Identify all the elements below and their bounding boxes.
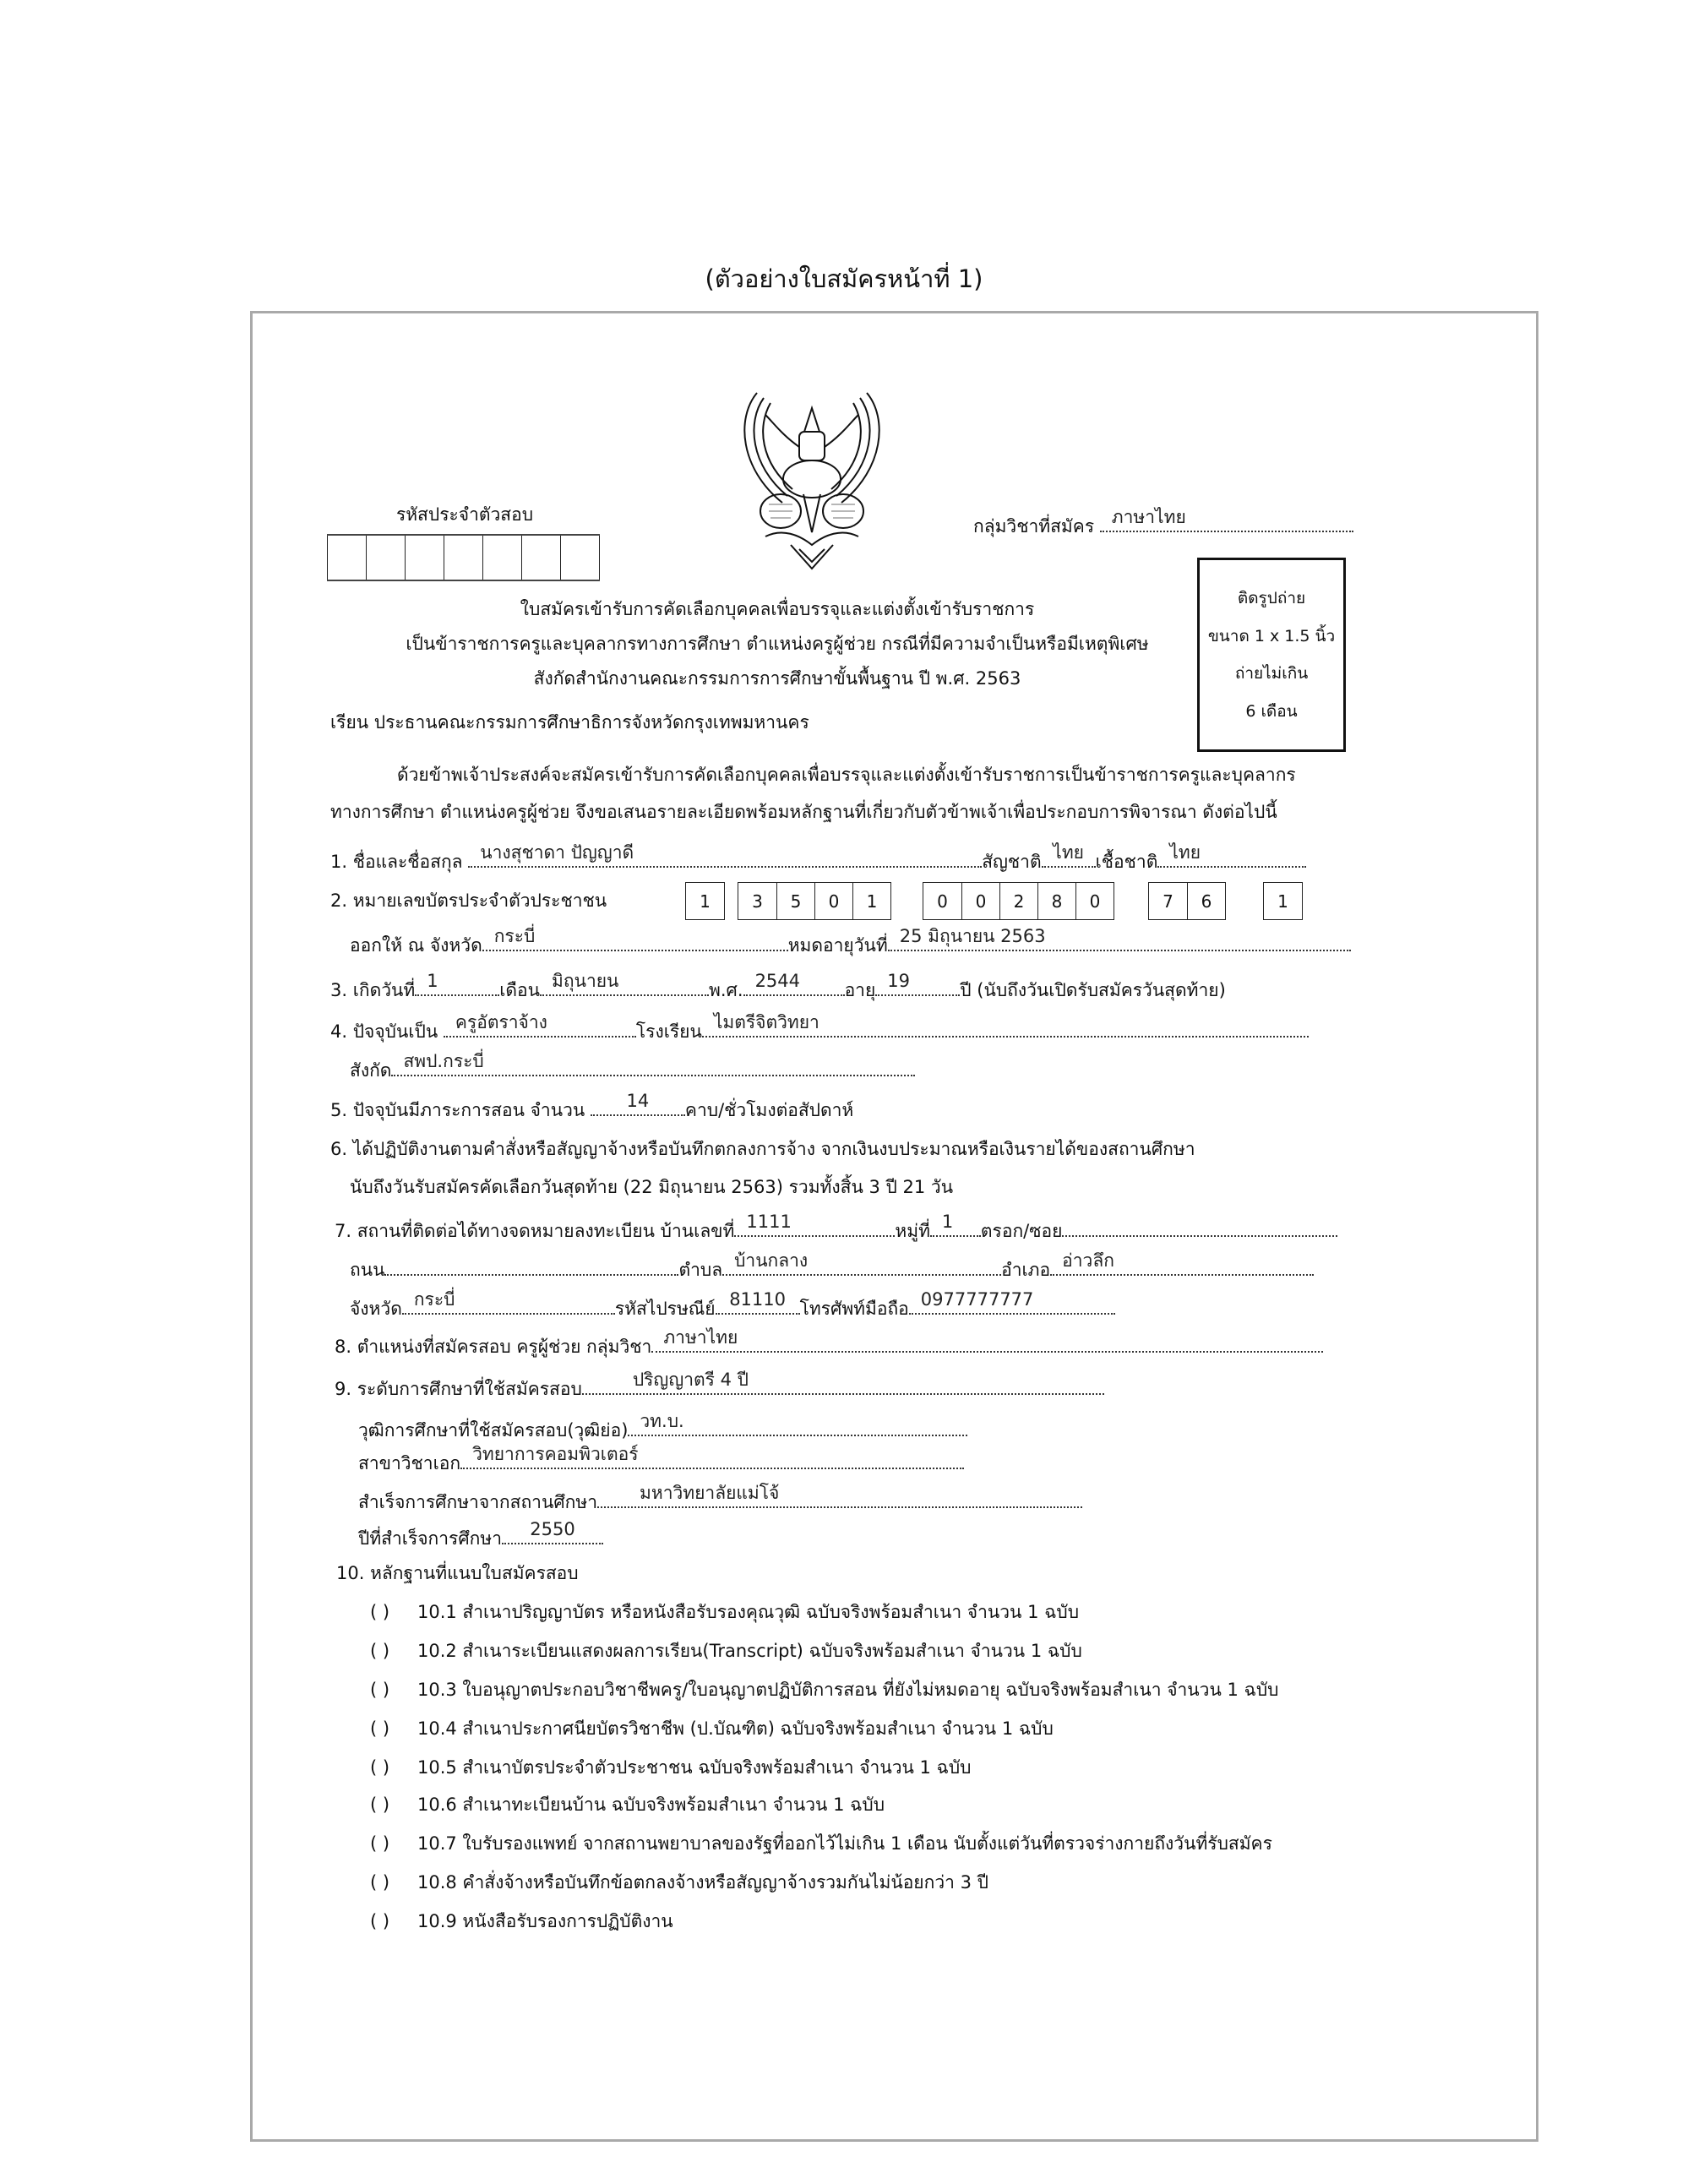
soi-label: ตรอก/ซอย [980,1221,1063,1241]
moo-value: 1 [941,1212,954,1232]
item5-row [330,1091,854,1123]
birth-day-label: 3. เกิดวันที่ [330,980,416,1000]
item2-issue-row [350,926,1351,958]
id-group-4[interactable] [1148,882,1226,920]
exam-code-cell[interactable] [560,536,600,580]
nationality-label: สัญชาติ [982,852,1042,872]
major-row [358,1444,964,1476]
exam-code-cell[interactable] [405,536,444,580]
subdistrict-field[interactable] [722,1250,1001,1276]
document-checkbox[interactable]: ( ) [370,1911,390,1931]
document-label: 10.1 สำเนาปริญญาบัตร หรือหนังสือรับรองคุณวุฒิ ฉบับจริงพร้อมสำเนา จำนวน 1 ฉบับ [417,1602,1080,1622]
exam-code-cell[interactable] [327,536,366,580]
grad-year-row [358,1519,603,1551]
expiry-label: หมดอายุวันที่ [787,935,888,956]
item8-row [335,1327,1323,1359]
district-field[interactable] [1050,1250,1314,1276]
grad-year-value: 2550 [530,1519,575,1539]
institution-field[interactable] [597,1483,1082,1508]
institution-row [358,1483,1082,1515]
current-position-field[interactable] [444,1012,636,1038]
document-label: 10.6 สำเนาทะเบียนบ้าน ฉบับจริงพร้อมสำเนา จำนวน 1 ฉบับ [417,1795,885,1815]
current-position-label: 4. ปัจจุบันเป็น [330,1021,438,1042]
teaching-hours-field[interactable] [591,1091,685,1116]
document-checkbox[interactable]: ( ) [370,1757,390,1778]
form-heading-line-2: เป็นข้าราชการครูและบุคลากรทางการศึกษา ตำแหน่งครูผู้ช่วย กรณีที่มีความจำเป็นหรือมีเหตุพิเศษ [406,634,1149,654]
document-item [370,1638,1082,1664]
nationality-value: ไทย [1053,842,1084,863]
id-digit: 5 [776,883,814,919]
birth-year-field[interactable] [743,971,845,996]
document-item [370,1792,885,1817]
document-item [370,1677,1278,1702]
document-checkbox[interactable]: ( ) [370,1680,390,1700]
institution-value: มหาวิทยาลัยแม่โจ้ [640,1483,780,1503]
id-digit: 1 [700,890,711,912]
house-no-value: 1111 [746,1212,792,1232]
applied-subject-field[interactable] [651,1327,1323,1353]
degree-row [358,1411,967,1443]
applied-position-label: 8. ตำแหน่งที่สมัครสอบ ครูผู้ช่วย กลุ่มวิชา [335,1337,652,1357]
item6-line-2: นับถึงวันรับสมัครคัดเลือกวันสุดท้าย (22 มิถุนายน 2563) รวมทั้งสิ้น 3 ปี 21 วัน [350,1177,954,1197]
garuda-emblem-icon [732,384,892,570]
issued-province-field[interactable] [482,926,788,951]
document-label: 10.7 ใบรับรองแพทย์ จากสถานพยาบาลของรัฐที่ออกไว้ไม่เกิน 1 เดือน นับตั้งแต่วันที่ตรวจร่างกายถึงวันที่รับสมัคร [417,1833,1272,1854]
birth-month-label: เดือน [499,980,541,1000]
photo-box-line: 6 เดือน [1245,701,1298,721]
age-suffix: ปี (นับถึงวันเปิดรับสมัครวันสุดท้าย) [960,980,1226,1000]
photo-box-line: ขนาด 1 x 1.5 นิ้ว [1207,626,1336,645]
applied-subject-value: ภาษาไทย [663,1327,738,1348]
race-label: เชื้อชาติ [1095,852,1158,872]
document-item [370,1831,1272,1856]
intro-line-1: ด้วยข้าพเจ้าประสงค์จะสมัครเข้ารับการคัดเลือกบุคคลเพื่อบรรจุและแต่งตั้งเข้ารับราชการเป็นข้าราชการครูและบุคลากร [397,765,1296,785]
major-label: สาขาวิชาเอก [358,1453,461,1473]
form-heading-line-3: สังกัดสำนักงานคณะกรรมการการศึกษาขั้นพื้นฐาน ปี พ.ศ. 2563 [533,668,1021,689]
subject-group-row [973,507,1353,539]
postcode-value: 81110 [729,1289,786,1310]
subject-group-label: กลุ่มวิชาที่สมัคร [973,516,1095,536]
item9-row [335,1370,1104,1402]
exam-code-cell[interactable] [482,536,521,580]
name-field[interactable] [468,842,982,868]
degree-value: วท.บ. [640,1411,684,1431]
item7-row-2 [350,1250,1314,1283]
item7-row-3 [350,1289,1115,1321]
document-checkbox[interactable]: ( ) [370,1872,390,1893]
name-value: นางสุชาดา ปัญญาดี [480,842,634,863]
phone-field[interactable] [909,1289,1115,1315]
degree-field[interactable] [628,1411,967,1436]
form-heading-line-1: ใบสมัครเข้ารับการคัดเลือกบุคคลเพื่อบรรจุและแต่งตั้งเข้ารับราชการ [520,599,1035,619]
document-label: 10.2 สำเนาระเบียนแสดงผลการเรียน(Transcript) ฉบับจริงพร้อมสำเนา จำนวน 1 ฉบับ [417,1641,1082,1661]
expiry-field[interactable] [888,926,1351,951]
age-value: 19 [887,971,911,991]
item1-row [330,842,1306,874]
birth-month-field[interactable] [540,971,709,996]
subject-group-value: ภาษาไทย [1111,507,1186,527]
teaching-load-label: 5. ปัจจุบันมีภาระการสอน จำนวน [330,1100,585,1120]
document-checkbox[interactable]: ( ) [370,1795,390,1815]
document-label: 10.5 สำเนาบัตรประจำตัวประชาชน ฉบับจริงพร้อมสำเนา จำนวน 1 ฉบับ [417,1757,972,1778]
birth-day-value: 1 [427,971,438,991]
soi-field[interactable] [1062,1215,1337,1237]
degree-label: วุฒิการศึกษาที่ใช้สมัครสอบ(วุฒิย่อ) [358,1420,629,1441]
subject-group-field[interactable] [1100,507,1353,532]
document-checkbox[interactable]: ( ) [370,1641,390,1661]
id-group-2[interactable] [738,882,891,920]
id-digit: 1 [1277,890,1288,912]
item3-row [330,971,1226,1003]
affiliation-value: สพป.กระบี่ [403,1051,484,1071]
id-digit: 0 [937,890,948,912]
id-digit: 3 [752,890,763,912]
document-checkbox[interactable]: ( ) [370,1833,390,1854]
grad-year-field[interactable] [502,1519,603,1544]
affiliation-row [350,1051,915,1083]
house-no-field[interactable] [734,1212,895,1237]
school-field[interactable] [702,1012,1309,1038]
intro-line-2: ทางการศึกษา ตำแหน่งครูผู้ช่วย จึงขอเสนอรายละเอียดพร้อมหลักฐานที่เกี่ยวกับตัวข้าพเจ้าเพื่อประกอบการพิจารณา ดังต่อไปนี้ [330,802,1277,822]
birth-day-field[interactable] [415,971,499,996]
id-digit: 2 [999,883,1037,919]
item6-line-1: 6. ได้ปฏิบัติงานตามคำสั่งหรือสัญญาจ้างหรือบันทึกตกลงการจ้าง จากเงินงบประมาณหรือเงินรายได้ของสถานศึกษา [330,1139,1195,1159]
subdistrict-value: บ้านกลาง [734,1250,809,1271]
road-label: ถนน [350,1260,385,1280]
salutation: เรียน ประธานคณะกรรมการศึกษาธิการจังหวัดกรุงเทพมหานคร [330,712,809,733]
document-checkbox[interactable]: ( ) [370,1602,390,1622]
photo-box-line: ถ่ายไม่เกิน [1234,664,1309,684]
document-label: 10.9 หนังสือรับรองการปฏิบัติงาน [417,1911,673,1931]
document-checkbox[interactable]: ( ) [370,1718,390,1739]
issued-province-value: กระบี่ [493,926,536,946]
item1-label: 1. ชื่อและชื่อสกุล [330,852,463,872]
item10-label: 10. หลักฐานที่แนบใบสมัครสอบ [336,1563,579,1583]
major-field[interactable] [460,1444,964,1469]
expiry-value: 25 มิถุนายน 2563 [899,926,1046,946]
province-label: จังหวัด [350,1299,402,1319]
document-item [370,1870,988,1895]
id-digit: 6 [1187,883,1225,919]
document-label: 10.3 ใบอนุญาตประกอบวิชาชีพครู/ใบอนุญาตปฏิบัติการสอน ที่ยังไม่หมดอายุ ฉบับจริงพร้อมสำเนา จำนวน 1 ฉบับ [417,1680,1279,1700]
grad-year-label: ปีที่สำเร็จการศึกษา [358,1528,503,1549]
address-label: 7. สถานที่ติดต่อได้ทางจดหมายลงทะเบียน บ้านเลขที่ [335,1221,735,1241]
exam-code-cell[interactable] [521,536,560,580]
district-label: อำเภอ [1001,1260,1051,1280]
affiliation-field[interactable] [391,1051,915,1076]
age-field[interactable] [875,971,960,996]
document-label: 10.4 สำเนาประกาศนียบัตรวิชาชีพ (ป.บัณฑิต) ฉบับจริงพร้อมสำเนา จำนวน 1 ฉบับ [417,1718,1054,1739]
id-digit: 0 [814,883,852,919]
exam-code-label: รหัสประจำตัวสอบ [395,504,534,525]
document-label: 10.8 คำสั่งจ้างหรือบันทึกข้อตกลงจ้างหรือสัญญาจ้างรวมกันไม่น้อยกว่า 3 ปี [417,1872,988,1893]
id-group-3[interactable] [923,882,1114,920]
province-field[interactable] [402,1289,615,1315]
education-level-label: 9. ระดับการศึกษาที่ใช้สมัครสอบ [335,1379,582,1399]
race-field[interactable] [1157,842,1306,868]
current-position-value: ครูอัตราจ้าง [455,1012,547,1032]
document-item [370,1755,972,1780]
nationality-field[interactable] [1042,842,1096,868]
birth-year-label: พ.ศ. [709,980,743,1000]
teaching-hours-suffix: คาบ/ชั่วโมงต่อสัปดาห์ [684,1100,854,1120]
phone-label: โทรศัพท์มือถือ [799,1299,909,1319]
item7-row-1 [335,1212,1337,1244]
id-digit: 0 [961,883,999,919]
road-field[interactable] [384,1254,678,1276]
province-value: กระบี่ [413,1289,455,1310]
birth-month-value: มิถุนายน [552,971,619,991]
institution-label: สำเร็จการศึกษาจากสถานศึกษา [358,1492,598,1512]
document-item [370,1909,673,1934]
age-label: อายุ [844,980,876,1000]
item2-label: 2. หมายเลขบัตรประจำตัวประชาชน [330,890,607,911]
id-digit: 1 [852,883,890,919]
phone-value: 0977777777 [920,1289,1034,1310]
subdistrict-label: ตำบล [678,1260,723,1280]
school-value: ไมตรีจิตวิทยา [713,1012,819,1032]
id-group-1[interactable] [685,882,725,920]
postcode-label: รหัสไปรษณีย์ [614,1299,716,1319]
document-item [370,1599,1079,1625]
moo-field[interactable] [930,1212,981,1237]
id-digit: 0 [1075,883,1114,919]
id-digit: 8 [1037,883,1075,919]
district-value: อ่าวลึก [1062,1250,1114,1271]
education-level-field[interactable] [582,1370,1104,1395]
exam-code-cell[interactable] [444,536,482,580]
id-group-5[interactable] [1263,882,1303,920]
document-item [370,1716,1054,1741]
education-level-value: ปริญญาตรี 4 ปี [632,1370,749,1390]
issued-province-label: ออกให้ ณ จังหวัด [350,935,482,956]
birth-year-value: 2544 [754,971,801,991]
photo-box [1197,558,1346,752]
major-value: วิทยาการคอมพิวเตอร์ [472,1444,639,1464]
page-title: (ตัวอย่างใบสมัครหน้าที่ 1) [705,264,983,293]
item4-row [330,1012,1309,1044]
affiliation-label: สังกัด [350,1060,392,1081]
id-digit: 7 [1163,890,1173,912]
teaching-hours-value: 14 [626,1091,650,1111]
postcode-field[interactable] [716,1289,800,1315]
moo-label: หมู่ที่ [895,1221,930,1241]
exam-code-cell[interactable] [366,536,405,580]
exam-code-boxes [327,534,600,581]
race-value: ไทย [1169,842,1201,863]
photo-box-line: ติดรูปถ่าย [1237,589,1306,608]
school-label: โรงเรียน [635,1021,702,1042]
